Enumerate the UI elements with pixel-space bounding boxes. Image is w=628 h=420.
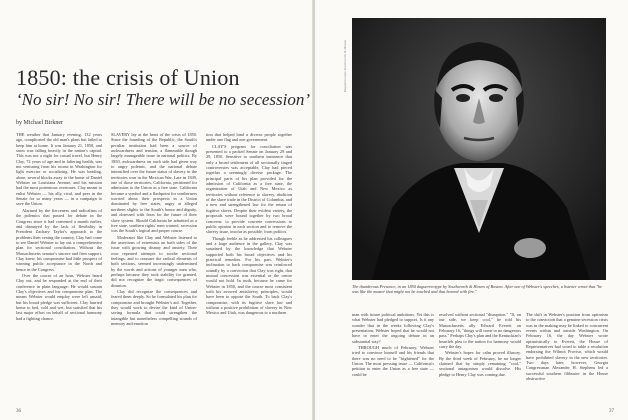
paragraph: The shift in Webster's position from optimism to the conviction that a genuine secession crisis was in the making may be linked to concurrent events within and outside Washington. On February 16, the day Webster wrote optimistically to Everett, the House of Representatives had voted to table a resolution endorsing the Wilmot Proviso, which would have prohibited slavery in the new territories. Two days later, however, Georgia Congressman Alexander H. Stephens led a successful southern filibuster in the House obstructive	[526, 312, 608, 382]
paragraph: Alarmed by the fierceness and radicalism of the polemics that passed for debate in the Congress since it had convened a month earlier, and dismayed by the lack of flexibility in President Zachary Taylor's approach to the problems then vexing the country, Clay had come to see Daniel Webster to lay out a comprehensive plan for sectional conciliation. Without the Massachusetts senator's sincere and firm support, Clay knew, his compromise had little prospect of winning public acceptance in the North and hence in the Congress.	[16, 207, 102, 272]
right-column-2	[439, 312, 521, 404]
right-column-3	[526, 312, 608, 404]
paragraph: Over the course of an hour, Webster heard Clay out, and he responded at the end of their conference in plain language: He would sustain Clay's objectives and his compromise plan. The means Webster would employ were left unsaid, but his broad pledge was sufficient. Clay hurried home to bed, cold and wet, but satisfied that his last major effort on behalf of sectional harmony had a fighting chance.	[16, 272, 102, 321]
paragraph: man with future political ambitions. Yet this is what Webster had pledged to support. Is it any wonder that in the weeks following Clay's presentation, Webster hoped that he would not have to enter the ongoing debate in an substantial way?	[352, 312, 434, 344]
article-subtitle: ‘No sir! No sir! There will be no secession’	[16, 90, 311, 109]
left-column-3	[206, 132, 292, 402]
paragraph: Moderates like Clay and Webster listened to the assertions of extremists on both sides of the issue with growing dismay and anxiety. Their own repeated attempts to soothe sectional feelings, and to reassure the radical elements of both sections, seemed increasingly undermined by the words and actions of younger men who, perhaps because they took stability for granted, did not recognize the tragic consequences of disunion.	[111, 234, 197, 288]
article-title: 1850: the crisis of Union	[16, 65, 240, 90]
left-column-1	[16, 132, 102, 402]
portrait-photo	[352, 18, 606, 280]
paragraph: Though feeble as he addressed his colleagues and a large audience in the gallery, Clay was sustained by the knowledge that Webster supported both his broad objectives and his practical remedies. For his part, Webster's inclination to back compromise was reinforced soundly by a conviction that Clay was right, that mutual concession was essential or the centre would not hold. In truth, because he came for Webster in 1850, and the course most consistent with his avowed antislavery principles, would have been to oppose the South. To back Clay's compromise, with its fugitive slave law and without a positive prohibition of slavery in New Mexico and Utah, was dangerous to a northern	[206, 235, 292, 316]
article-byline: by Michael Birkner	[16, 120, 63, 126]
paragraph: resolved without sectional "disruption." "If, on our side, we keep cool," he told his Massachusetts ally Edward Everett on February 16, "things will come to no dangerous pass." Perhaps Clay's plan and the Kentuckian's heartfelt plea to the nation for harmony would carry the day.	[439, 312, 521, 350]
right-column-1	[352, 312, 434, 404]
paragraph: THE weather that January evening, 132 years ago, complicated the old man's plans but failed to keep him at home. It was January 21, 1850, and snow was falling heavily in the nation's capital. This was not a night for casual travel, but Henry Clay, 72 years of age and in faltering health, was not venturing from his rooms in Washington for light exercise or socializing. He was heading, alone, several blocks away to the home of Daniel Webster on Louisiana Avenue, and his mission had the most portentous overtones. Clay meant to enlist Webster — his ally, rival, and peer in the Senate for so many years — in a campaign to save the Union.	[16, 132, 102, 207]
paragraph: Webster's hopes for calm proved illusory. By the third week of February, he no longer claimed that by simply remaining "cool," sectional antagonism would dissolve. His pledge to Henry Clay was coming due.	[439, 350, 521, 377]
paragraph: tion that helped bind a diverse people together under one flag and one government.	[206, 132, 292, 143]
left-page	[0, 0, 313, 420]
portrait-illustration	[352, 18, 606, 280]
photo-credit: Daguerreotype Southworth & Hawes	[343, 40, 347, 93]
paragraph: THROUGH much of February, Webster tried to convince himself and his friends that there was no need to be "frightened" for the Union. The most pressing issue — California's petition to enter the Union as a free state — could be	[352, 345, 434, 377]
photo-caption: The thunderous Presence, in an 1850 daguerreotype by Southworth & Hawes of Boston. After one of Webster's speeches, a listener wrote that "he was like the master that might not be touched and that burned with fire."	[352, 284, 603, 295]
left-column-2	[111, 132, 197, 402]
page-number: 36	[16, 409, 21, 414]
paragraph: Clay did recognize the consequences and feared them deeply. So he formulated his plan for compromise and brought Webster's aid. Together, they would work to devise the kind of Union-saving formula that could strengthen the intangible but nonetheless compelling strands of memory and emotion	[111, 288, 197, 327]
page-number: 37	[609, 409, 614, 414]
paragraph: SLAVERY lay at the heart of the crisis of 1850. Since the founding of the Republic, the South's peculiar institution had been a source of awkwardness and tension, a flammable though largely manageable issue in national politics. By 1850, awkwardness on each side had given way to angry polemic, and the national debate intensified over the future status of slavery in the territories won in the Mexican War. Late in 1849, one of those territories, California, petitioned for admission to the Union as a free state. California became a symbol and a flashpoint for southerners worried about their prospects in a Union dominated by free states, angry at alleged northern slights to the South's honor and dignity, and obsessed with fears for the future of their slave system. Should California be admitted as a free state, southern rights' men warned, secession was the South's logical and proper course.	[111, 132, 197, 234]
paragraph: CLAY'S program for conciliation was presented to a packed Senate on January 29 and 29, 1850. Sensitive to southern insistence that only a broad settlement of all sectionally tinged controversies was acceptable, Clay had pieced together a seemingly diverse package. The principal parts of his plan provided for the admission of California as a free state, the organization of Utah and New Mexico as territories without reference to slavery, abolition of the slave trade in the District of Columbia, and a new and strengthened law for the return of fugitive slaves. Despite their evident variety, the proposals were bound together by two broad concerns: to provide concrete concessions to public opinion in each section and to remove the slavery issue, insofar as possible, from politics.	[206, 143, 292, 235]
